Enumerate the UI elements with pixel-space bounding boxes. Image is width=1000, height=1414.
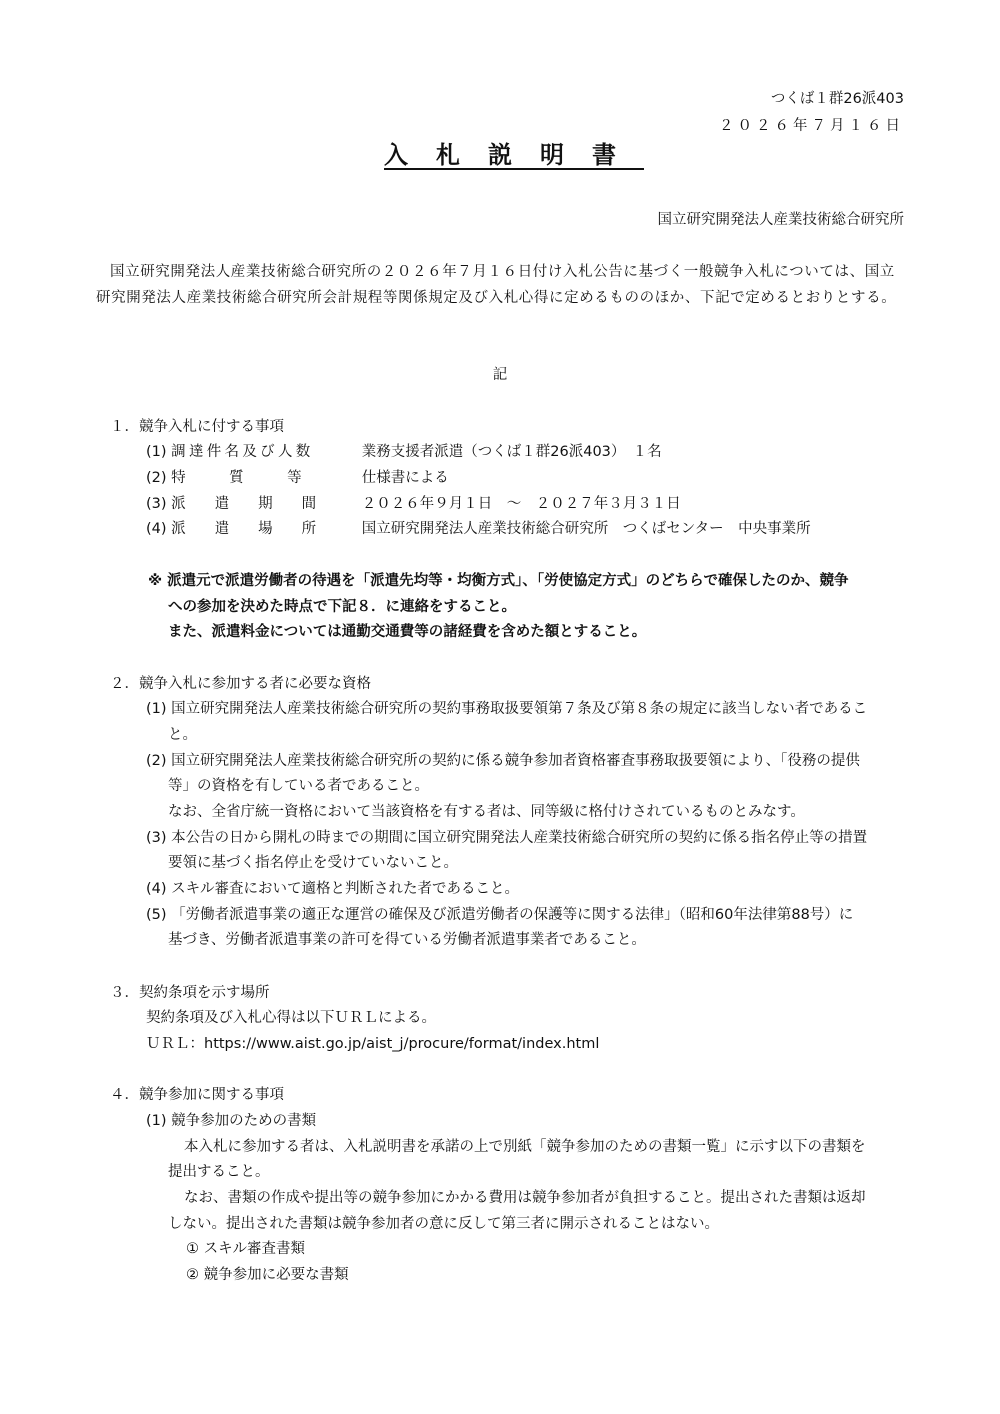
s1-item-4 <box>146 516 811 542</box>
s4-list-item-2: ② 競争参加に必要な書類 <box>186 1267 349 1283</box>
s4-p1-line-2: 提出すること。 <box>168 1164 270 1180</box>
s1-item-4-num: (4) <box>146 521 167 537</box>
issuing-organization: 国立研究開発法人産業技術総合研究所 <box>657 212 904 228</box>
s1-item-3-label: 派 遣 期 間 <box>171 496 317 512</box>
s1-note-line-1: ※ 派遣元で派遣労働者の待遇を「派遣先均等・均衡方式」、「労使協定方式」のどちらで確保したのか、競争 <box>148 573 849 589</box>
issue-date: ２０２６年７月１６日 <box>719 118 904 134</box>
ki-marker: 記 <box>492 367 508 383</box>
s1-item-4-label: 派 遣 場 所 <box>171 521 317 537</box>
s3-line-1: 契約条項及び入札心得は以下ＵＲＬによる。 <box>146 1010 436 1026</box>
s1-note-line-2: への参加を決めた時点で下記８．に連絡をすること。 <box>168 599 516 615</box>
s2-item-2-line-1: (2) 国立研究開発法人産業技術総合研究所の契約に係る競争参加者資格審査事務取扱要領により、「役務の提供 <box>146 753 860 769</box>
section-1-heading: １．競争入札に付する事項 <box>110 419 284 435</box>
section-2-heading: ２．競争入札に参加する者に必要な資格 <box>110 676 371 692</box>
section-4-heading: ４．競争参加に関する事項 <box>110 1087 284 1103</box>
s2-item-2-line-2: 等」の資格を有している者であること。 <box>168 778 429 794</box>
s1-item-3-value: ２０２６年９月１日 ～ ２０２７年３月３１日 <box>361 496 681 512</box>
s1-item-4-value: 国立研究開発法人産業技術総合研究所 つくばセンター 中央事業所 <box>361 521 811 537</box>
s1-note-line-3: また、派遣料金については通勤交通費等の諸経費を含めた額とすること。 <box>168 624 647 640</box>
s1-item-2-num: (2) <box>146 470 167 486</box>
s4-p1-line-1: 本入札に参加する者は、入札説明書を承諾の上で別紙「競争参加のための書類一覧」に示す以下の書類を <box>184 1139 866 1155</box>
s4-p2-line-2: しない。提出された書類は競争参加者の意に反して第三者に開示されることはない。 <box>168 1216 719 1232</box>
s2-item-4: (4) スキル審査において適格と判断された者であること。 <box>146 881 520 897</box>
s2-item-1-line-2: と。 <box>168 727 197 743</box>
s1-item-1-value: 業務支援者派遣（つくば１群26派403） １名 <box>361 444 662 460</box>
s1-item-3 <box>146 491 681 517</box>
s2-item-5-line-2: 基づき、労働者派遣事業の許可を得ている労働者派遣事業者であること。 <box>168 932 646 948</box>
s1-item-3-num: (3) <box>146 496 167 512</box>
s1-item-1-num: (1) <box>146 444 167 460</box>
s1-item-2 <box>146 465 449 491</box>
s2-item-5-line-1: (5) 「労働者派遣事業の適正な運営の確保及び派遣労働者の保護等に関する法律」（昭和60年法律第88号）に <box>146 907 854 923</box>
s4-p2-line-1: なお、書類の作成や提出等の競争参加にかかる費用は競争参加者が負担すること。提出された書類は返却 <box>184 1190 866 1206</box>
section-3-heading: ３．契約条項を示す場所 <box>110 985 270 1001</box>
document-title-wrap <box>0 142 1000 172</box>
s1-item-2-label: 特 質 等 <box>171 470 302 486</box>
document-title: 入札説明書 <box>384 141 644 169</box>
reference-number: つくば１群26派403 <box>770 91 904 107</box>
s4-list-item-1: ① スキル審査書類 <box>186 1241 305 1257</box>
s2-item-3-line-2: 要領に基づく指名停止を受けていないこと。 <box>168 855 458 871</box>
contract-terms-url[interactable]: ＵＲＬ：https://www.aist.go.jp/aist_j/procure/format/index.html <box>146 1036 600 1052</box>
s4-sub-1: (1) 競争参加のための書類 <box>146 1113 317 1129</box>
s1-item-1 <box>146 439 662 465</box>
s1-item-1-label: 調達件名及び人数 <box>171 444 314 460</box>
s1-item-2-value: 仕様書による <box>361 470 449 486</box>
s2-item-1-line-1: (1) 国立研究開発法人産業技術総合研究所の契約事務取扱要領第７条及び第８条の規定に該当しない者であるこ <box>146 701 868 717</box>
s2-item-3-line-1: (3) 本公告の日から開札の時までの期間に国立研究開発法人産業技術総合研究所の契約に係る指名停止等の措置 <box>146 830 868 846</box>
intro-paragraph: 国立研究開発法人産業技術総合研究所の２０２６年７月１６日付け入札公告に基づく一般競争入札については、国立研究開発法人産業技術総合研究所会計規程等関係規定及び入札心得に定めるもののほか、下記で定めるとおりとする。 <box>96 264 897 306</box>
s2-item-2-line-3: なお、全省庁統一資格において当該資格を有する者は、同等級に格付けされているものとみなす。 <box>168 804 805 820</box>
